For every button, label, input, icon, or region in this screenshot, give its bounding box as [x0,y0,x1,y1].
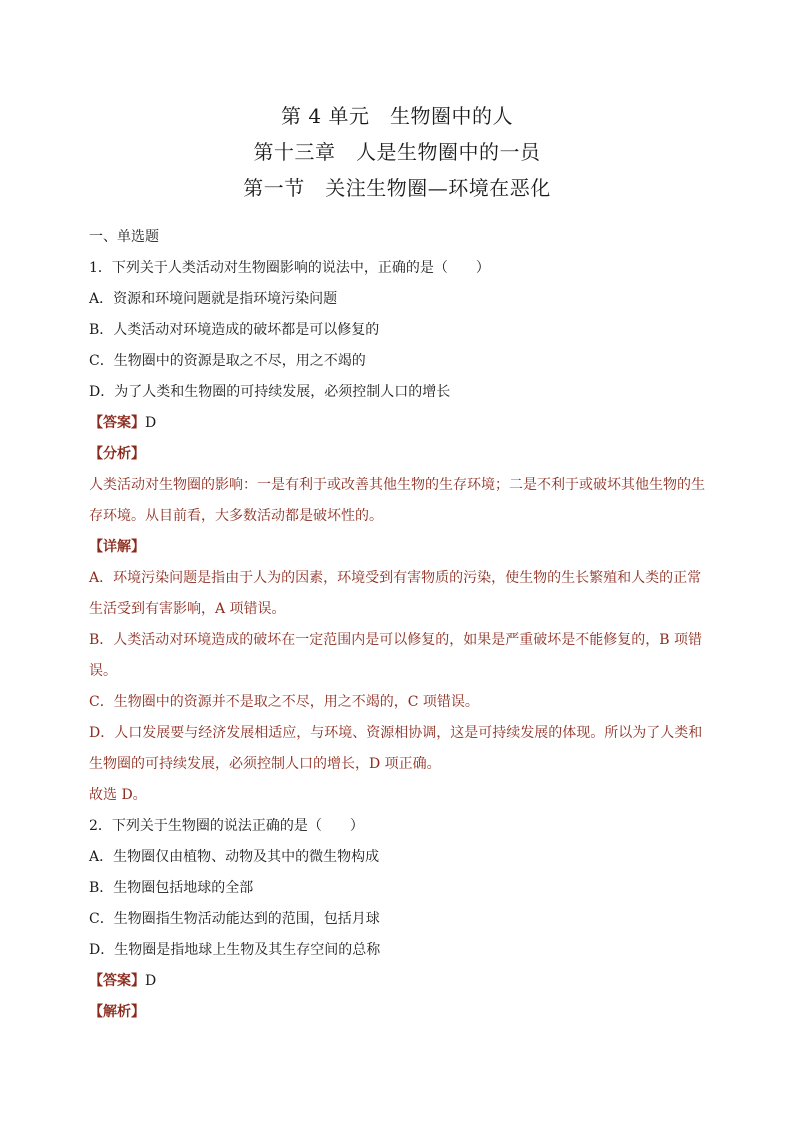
detail-tag: 【详解】 [89,539,145,555]
detail-c: C．生物圈中的资源并不是取之不尽，用之不竭的，C 项错误。 [89,694,479,710]
analysis-line [89,439,709,470]
detail-line [89,532,709,563]
answer-line [89,408,709,439]
answer-line [89,966,709,997]
title-block [0,98,794,206]
analysis-tag: 【解析】 [89,1004,145,1020]
section-title: 第一节 关注生物圈—环境在恶化 [243,176,551,200]
answer-value: D [145,415,157,431]
conclusion: 故选 D。 [89,787,147,803]
option-a: A．生物圈仅由植物、动物及其中的微生物构成 [89,849,380,865]
option-c: C．生物圈中的资源是取之不尽，用之不竭的 [89,353,366,369]
detail-d: D．人口发展要与经济发展相适应，与环境、资源相协调，这是可持续发展的体现。所以为了人类和生物圈的可持续发展，必须控制人口的增长，D 项正确。 [89,725,703,772]
option-c: C．生物圈指生物活动能达到的范围，包括月球 [89,911,380,927]
answer-value: D [145,973,157,989]
option-a: A．资源和环境问题就是指环境污染问题 [89,291,338,307]
question-stem: 2．下列关于生物圈的说法正确的是（ ） [89,818,364,834]
question-content [89,222,709,1028]
unit-title: 第 4 单元 生物圈中的人 [281,104,513,128]
question-type-heading: 一、单选题 [89,229,159,245]
option-b: B．人类活动对环境造成的破坏都是可以修复的 [89,322,380,338]
question-2 [89,811,709,1028]
option-d: D．为了人类和生物圈的可持续发展，必须控制人口的增长 [89,384,451,400]
detail-a: A．环境污染问题是指由于人为的因素，环境受到有害物质的污染，使生物的生长繁殖和人类的正常生活受到有害影响，A 项错误。 [89,570,702,617]
chapter-title: 第十三章 人是生物圈中的一员 [253,140,541,164]
answer-tag: 【答案】 [89,415,145,431]
detail-b: B．人类活动对环境造成的破坏在一定范围内是可以修复的，如果是严重破坏是不能修复的，B 项错误。 [89,632,703,679]
answer-tag: 【答案】 [89,973,145,989]
question-stem: 1．下列关于人类活动对生物圈影响的说法中，正确的是（ ） [89,260,490,276]
option-d: D．生物圈是指地球上生物及其生存空间的总称 [89,942,381,958]
analysis-tag: 【分析】 [89,446,145,462]
analysis-line [89,997,709,1028]
analysis-text: 人类活动对生物圈的影响：一是有利于或改善其他生物的生存环境；二是不利于或破坏其他生物的生存环境。从目前看，大多数活动都是破坏性的。 [89,477,705,524]
question-1 [89,253,709,811]
option-b: B．生物圈包括地球的全部 [89,880,254,896]
